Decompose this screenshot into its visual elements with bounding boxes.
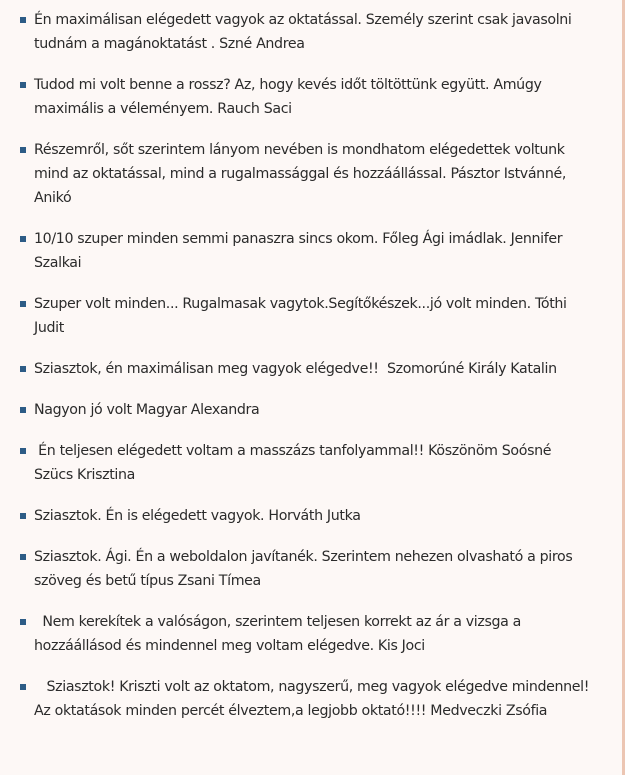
testimonial-text: Sziasztok! Kriszti volt az oktatom, nagyszerű, meg vagyok elégedve mindennel! Az oktatások minden percét élveztem,a legjobb oktató!!!! Medveczki Zsófia bbox=[34, 679, 594, 719]
square-bullet-icon bbox=[20, 301, 26, 307]
testimonial-item bbox=[0, 73, 622, 121]
testimonial-text: Sziasztok. Ági. Én a weboldalon javítanék. Szerintem nehezen olvasható a piros szöveg és betű típus Zsani Tímea bbox=[34, 549, 577, 589]
testimonial-text: Nagyon jó volt Magyar Alexandra bbox=[34, 402, 260, 418]
testimonial-item bbox=[0, 138, 622, 210]
testimonial-text: Részemről, sőt szerintem lányom nevében is mondhatom elégedettek voltunk mind az oktatással, mind a rugalmassággal és hozzáállással. Pásztor Istvánné, Anikó bbox=[34, 142, 571, 206]
square-bullet-icon bbox=[20, 684, 26, 690]
testimonial-text: Szuper volt minden... Rugalmasak vagytok.Segítőkészek...jó volt minden. Tóthi Judit bbox=[34, 296, 571, 336]
testimonial-item bbox=[0, 610, 622, 658]
testimonial-item bbox=[0, 545, 622, 593]
testimonial-text: Én teljesen elégedett voltam a masszázs tanfolyammal!! Köszönöm Soósné Szücs Krisztina bbox=[34, 443, 556, 483]
testimonial-item bbox=[0, 227, 622, 275]
testimonial-text: Nem kerekítek a valóságon, szerintem teljesen korrekt az ár a vizsga a hozzáállásod és mindennel meg voltam elégedve. Kis Joci bbox=[34, 614, 526, 654]
square-bullet-icon bbox=[20, 236, 26, 242]
square-bullet-icon bbox=[20, 17, 26, 23]
square-bullet-icon bbox=[20, 366, 26, 372]
square-bullet-icon bbox=[20, 619, 26, 625]
square-bullet-icon bbox=[20, 82, 26, 88]
testimonial-item bbox=[0, 675, 622, 723]
testimonial-text: Én maximálisan elégedett vagyok az oktatással. Személy szerint csak javasolni tudnám a magánoktatást . Szné Andrea bbox=[34, 12, 576, 52]
square-bullet-icon bbox=[20, 513, 26, 519]
square-bullet-icon bbox=[20, 407, 26, 413]
testimonial-text: Sziasztok. Én is elégedett vagyok. Horváth Jutka bbox=[34, 508, 361, 524]
testimonial-text: 10/10 szuper minden semmi panaszra sincs okom. Főleg Ági imádlak. Jennifer Szalkai bbox=[34, 231, 567, 271]
square-bullet-icon bbox=[20, 448, 26, 454]
testimonial-item bbox=[0, 504, 622, 528]
testimonial-item bbox=[0, 439, 622, 487]
testimonial-item bbox=[0, 357, 622, 381]
square-bullet-icon bbox=[20, 147, 26, 153]
testimonial-item bbox=[0, 292, 622, 340]
testimonial-item bbox=[0, 398, 622, 422]
testimonial-text: Sziasztok, én maximálisan meg vagyok elégedve!! Szomorúné Király Katalin bbox=[34, 361, 557, 377]
square-bullet-icon bbox=[20, 554, 26, 560]
testimonial-text: Tudod mi volt benne a rossz? Az, hogy kevés időt töltöttünk együtt. Amúgy maximális a véleményem. Rauch Saci bbox=[34, 77, 546, 117]
testimonial-item bbox=[0, 8, 622, 56]
